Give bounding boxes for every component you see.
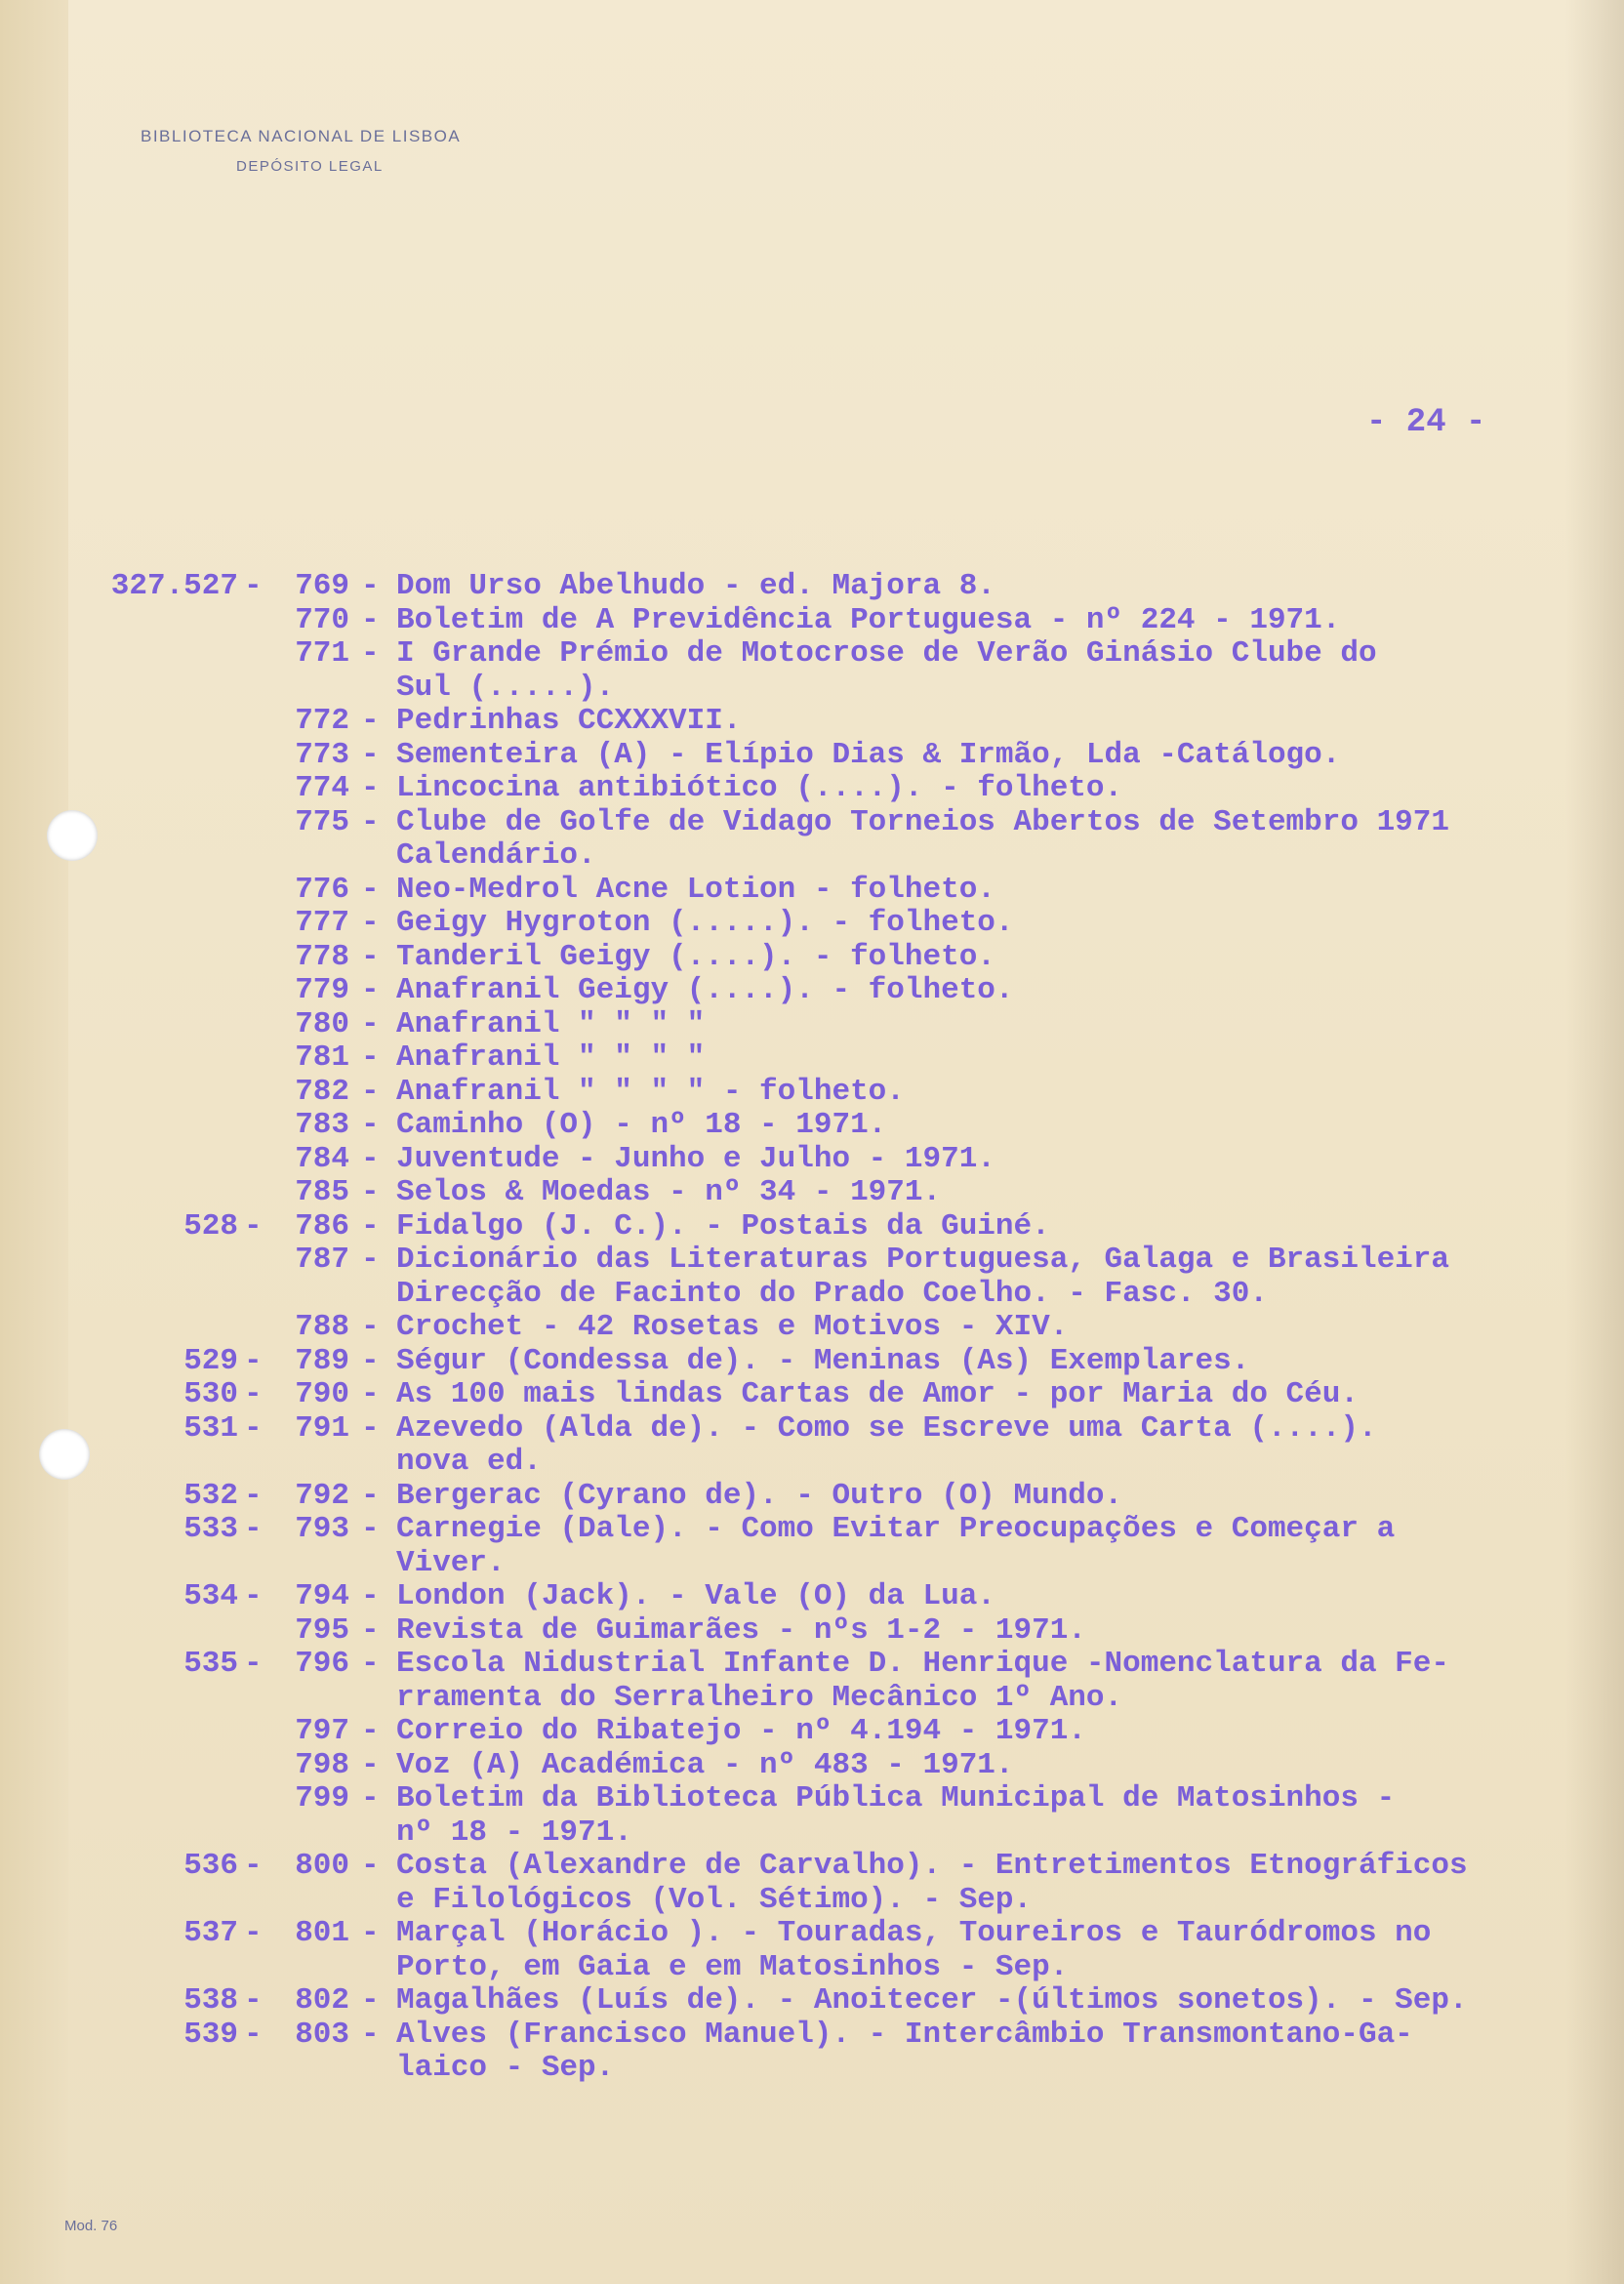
- separator-dash: -: [361, 602, 380, 637]
- entry-number: 769: [295, 569, 349, 603]
- entry-title: As 100 mais lindas Cartas de Amor - por Maria do Céu.: [396, 1377, 1359, 1411]
- separator-dash: -: [361, 973, 380, 1007]
- entry-title: rramenta do Serralheiro Mecânico 1º Ano.: [396, 1680, 1123, 1715]
- separator-dash: -: [361, 804, 380, 839]
- separator-dash: -: [361, 1175, 380, 1209]
- entry-number: 802: [295, 1983, 349, 2018]
- separator-dash: -: [361, 1006, 380, 1041]
- separator-dash: -: [244, 1916, 263, 1950]
- separator-dash: -: [244, 1512, 263, 1546]
- separator-dash: -: [244, 1579, 263, 1613]
- entry-number: 784: [295, 1141, 349, 1176]
- separator-dash: -: [244, 1343, 263, 1378]
- entry-title: Anafranil " " " ": [396, 1040, 706, 1075]
- classification-number: 537: [183, 1916, 238, 1950]
- classification-number: 327.527: [110, 569, 238, 603]
- entry-title: Direcção de Facinto do Prado Coelho. - Fasc. 30.: [396, 1276, 1268, 1311]
- entry-title: Costa (Alexandre de Carvalho). - Entretimentos Etnográficos: [396, 1849, 1468, 1883]
- entry-title: Dicionário das Literaturas Portuguesa, Galaga e Brasileira: [396, 1243, 1449, 1277]
- entry-number: 801: [295, 1916, 349, 1950]
- entry-number: 792: [295, 1478, 349, 1513]
- entry-title: laico - Sep.: [396, 2051, 615, 2085]
- entry-number: 776: [295, 872, 349, 907]
- entry-title: Anafranil " " " " - folheto.: [396, 1074, 905, 1109]
- department-name: DEPÓSITO LEGAL: [236, 158, 384, 175]
- entry-title: Lincocina antibiótico (....). - folheto.: [396, 771, 1123, 805]
- entry-title: London (Jack). - Vale (O) da Lua.: [396, 1579, 995, 1613]
- entry-number: 773: [295, 737, 349, 772]
- entry-number: 774: [295, 771, 349, 805]
- entry-title: Sul (.....).: [396, 670, 615, 705]
- separator-dash: -: [361, 1579, 380, 1613]
- separator-dash: -: [361, 1781, 380, 1815]
- entry-title: Correio do Ribatejo - nº 4.194 - 1971.: [396, 1714, 1086, 1748]
- separator-dash: -: [361, 1074, 380, 1109]
- separator-dash: -: [361, 1343, 380, 1378]
- classification-number: 531: [183, 1410, 238, 1446]
- separator-dash: -: [361, 636, 380, 671]
- separator-dash: -: [244, 1478, 263, 1513]
- entry-title: nº 18 - 1971.: [396, 1815, 632, 1850]
- entry-number: 796: [295, 1647, 349, 1681]
- form-code: Mod. 76: [64, 2218, 118, 2234]
- entry-title: Bergerac (Cyrano de). - Outro (O) Mundo.: [396, 1478, 1123, 1513]
- entry-number: 789: [295, 1343, 349, 1378]
- separator-dash: -: [244, 569, 263, 603]
- entry-number: 781: [295, 1040, 349, 1075]
- separator-dash: -: [361, 2017, 380, 2052]
- separator-dash: -: [361, 1512, 380, 1546]
- entry-title: Alves (Francisco Manuel). - Intercâmbio Transmontano-Ga-: [396, 2017, 1413, 2052]
- entry-title: Fidalgo (J. C.). - Postais da Guiné.: [396, 1208, 1050, 1244]
- separator-dash: -: [361, 1208, 380, 1244]
- classification-number: 536: [183, 1849, 238, 1883]
- separator-dash: -: [244, 2017, 263, 2052]
- paper-edge-shadow: [1565, 0, 1624, 2284]
- separator-dash: -: [244, 1208, 263, 1244]
- separator-dash: -: [361, 1612, 380, 1648]
- entry-title: Clube de Golfe de Vidago Torneios Abertos de Setembro 1971: [396, 804, 1449, 839]
- entry-number: 782: [295, 1074, 349, 1109]
- separator-dash: -: [361, 1040, 380, 1075]
- separator-dash: -: [361, 1647, 380, 1681]
- classification-number: 538: [183, 1983, 238, 2018]
- entry-number: 788: [295, 1310, 349, 1344]
- separator-dash: -: [361, 1916, 380, 1950]
- entry-title: Porto, em Gaia e em Matosinhos - Sep.: [396, 1949, 1069, 1984]
- classification-number: 528: [183, 1208, 238, 1244]
- separator-dash: -: [361, 1310, 380, 1344]
- separator-dash: -: [244, 1647, 263, 1681]
- entry-number: 779: [295, 973, 349, 1007]
- entry-title: Calendário.: [396, 838, 596, 873]
- punch-hole-top: [47, 810, 98, 861]
- entry-number: 780: [295, 1006, 349, 1041]
- separator-dash: -: [244, 1983, 263, 2018]
- entry-title: Anafranil Geigy (....). - folheto.: [396, 973, 1014, 1007]
- classification-number: 529: [183, 1343, 238, 1378]
- separator-dash: -: [361, 1243, 380, 1277]
- entry-number: 770: [295, 602, 349, 637]
- entry-number: 794: [295, 1579, 349, 1613]
- entry-title: Neo-Medrol Acne Lotion - folheto.: [396, 872, 995, 907]
- entry-title: Voz (A) Académica - nº 483 - 1971.: [396, 1747, 1014, 1782]
- entry-number: 787: [295, 1243, 349, 1277]
- entry-number: 778: [295, 939, 349, 974]
- entry-number: 783: [295, 1108, 349, 1142]
- entry-number: 797: [295, 1714, 349, 1748]
- entry-title: Carnegie (Dale). - Como Evitar Preocupações e Começar a: [396, 1512, 1396, 1546]
- separator-dash: -: [361, 939, 380, 974]
- classification-number: 533: [183, 1512, 238, 1546]
- entry-title: I Grande Prémio de Motocrose de Verão Ginásio Clube do: [396, 636, 1377, 671]
- entry-title: Crochet - 42 Rosetas e Motivos - XIV.: [396, 1310, 1069, 1344]
- entry-number: 785: [295, 1175, 349, 1209]
- entry-number: 771: [295, 636, 349, 671]
- entry-number: 799: [295, 1781, 349, 1815]
- entry-number: 790: [295, 1377, 349, 1411]
- separator-dash: -: [361, 1108, 380, 1142]
- classification-number: 535: [183, 1647, 238, 1681]
- separator-dash: -: [361, 1141, 380, 1176]
- classification-number: 534: [183, 1579, 238, 1613]
- separator-dash: -: [361, 1377, 380, 1411]
- paper-margin: [0, 0, 68, 2284]
- entry-number: 798: [295, 1747, 349, 1782]
- separator-dash: -: [244, 1849, 263, 1883]
- entry-title: Ségur (Condessa de). - Meninas (As) Exemplares.: [396, 1343, 1250, 1378]
- entry-number: 800: [295, 1849, 349, 1883]
- entry-title: Caminho (O) - nº 18 - 1971.: [396, 1108, 887, 1142]
- separator-dash: -: [361, 1714, 380, 1748]
- entry-number: 793: [295, 1512, 349, 1546]
- separator-dash: -: [361, 1478, 380, 1513]
- separator-dash: -: [361, 872, 380, 907]
- classification-number: 532: [183, 1478, 238, 1513]
- separator-dash: -: [361, 704, 380, 738]
- entry-title: Sementeira (A) - Elípio Dias & Irmão, Lda -Catálogo.: [396, 737, 1341, 772]
- entry-title: Boletim de A Previdência Portuguesa - nº 224 - 1971.: [396, 602, 1341, 637]
- separator-dash: -: [361, 569, 380, 603]
- separator-dash: -: [361, 1410, 380, 1446]
- entry-title: Dom Urso Abelhudo - ed. Majora 8.: [396, 569, 995, 603]
- separator-dash: -: [361, 771, 380, 805]
- entry-title: Geigy Hygroton (.....). - folheto.: [396, 906, 1014, 940]
- entry-number: 777: [295, 906, 349, 940]
- entry-number: 795: [295, 1612, 349, 1648]
- entry-number: 772: [295, 704, 349, 738]
- entry-title: Viver.: [396, 1545, 506, 1580]
- entry-title: e Filológicos (Vol. Sétimo). - Sep.: [396, 1882, 1033, 1917]
- punch-hole-bottom: [39, 1429, 90, 1480]
- separator-dash: -: [361, 1849, 380, 1883]
- entry-title: Juventude - Junho e Julho - 1971.: [396, 1141, 995, 1176]
- entry-number: 775: [295, 804, 349, 839]
- entry-title: Marçal (Horácio ). - Touradas, Toureiros e Tauródromos no: [396, 1916, 1432, 1950]
- separator-dash: -: [361, 906, 380, 940]
- separator-dash: -: [244, 1377, 263, 1411]
- entry-title: Magalhães (Luís de). - Anoitecer -(últimos sonetos). - Sep.: [396, 1983, 1468, 2018]
- classification-number: 530: [183, 1377, 238, 1411]
- entry-title: Escola Nidustrial Infante D. Henrique -Nomenclatura da Fe-: [396, 1647, 1449, 1681]
- separator-dash: -: [244, 1410, 263, 1446]
- entry-title: Boletim da Biblioteca Pública Municipal de Matosinhos -: [396, 1781, 1396, 1815]
- entry-number: 791: [295, 1410, 349, 1446]
- entry-title: Azevedo (Alda de). - Como se Escreve uma Carta (....).: [396, 1410, 1377, 1446]
- separator-dash: -: [361, 737, 380, 772]
- entry-title: Revista de Guimarães - nºs 1-2 - 1971.: [396, 1612, 1086, 1648]
- entry-number: 786: [295, 1208, 349, 1244]
- entry-title: Pedrinhas CCXXXVII.: [396, 704, 742, 738]
- classification-number: 539: [183, 2017, 238, 2052]
- entry-title: Tanderil Geigy (....). - folheto.: [396, 939, 995, 974]
- page-number: - 24 -: [1366, 404, 1486, 441]
- entry-title: Anafranil " " " ": [396, 1006, 706, 1041]
- separator-dash: -: [361, 1983, 380, 2018]
- separator-dash: -: [361, 1747, 380, 1782]
- entry-title: nova ed.: [396, 1445, 542, 1479]
- entry-title: Selos & Moedas - nº 34 - 1971.: [396, 1175, 942, 1209]
- entry-number: 803: [295, 2017, 349, 2052]
- library-name: BIBLIOTECA NACIONAL DE LISBOA: [141, 127, 462, 145]
